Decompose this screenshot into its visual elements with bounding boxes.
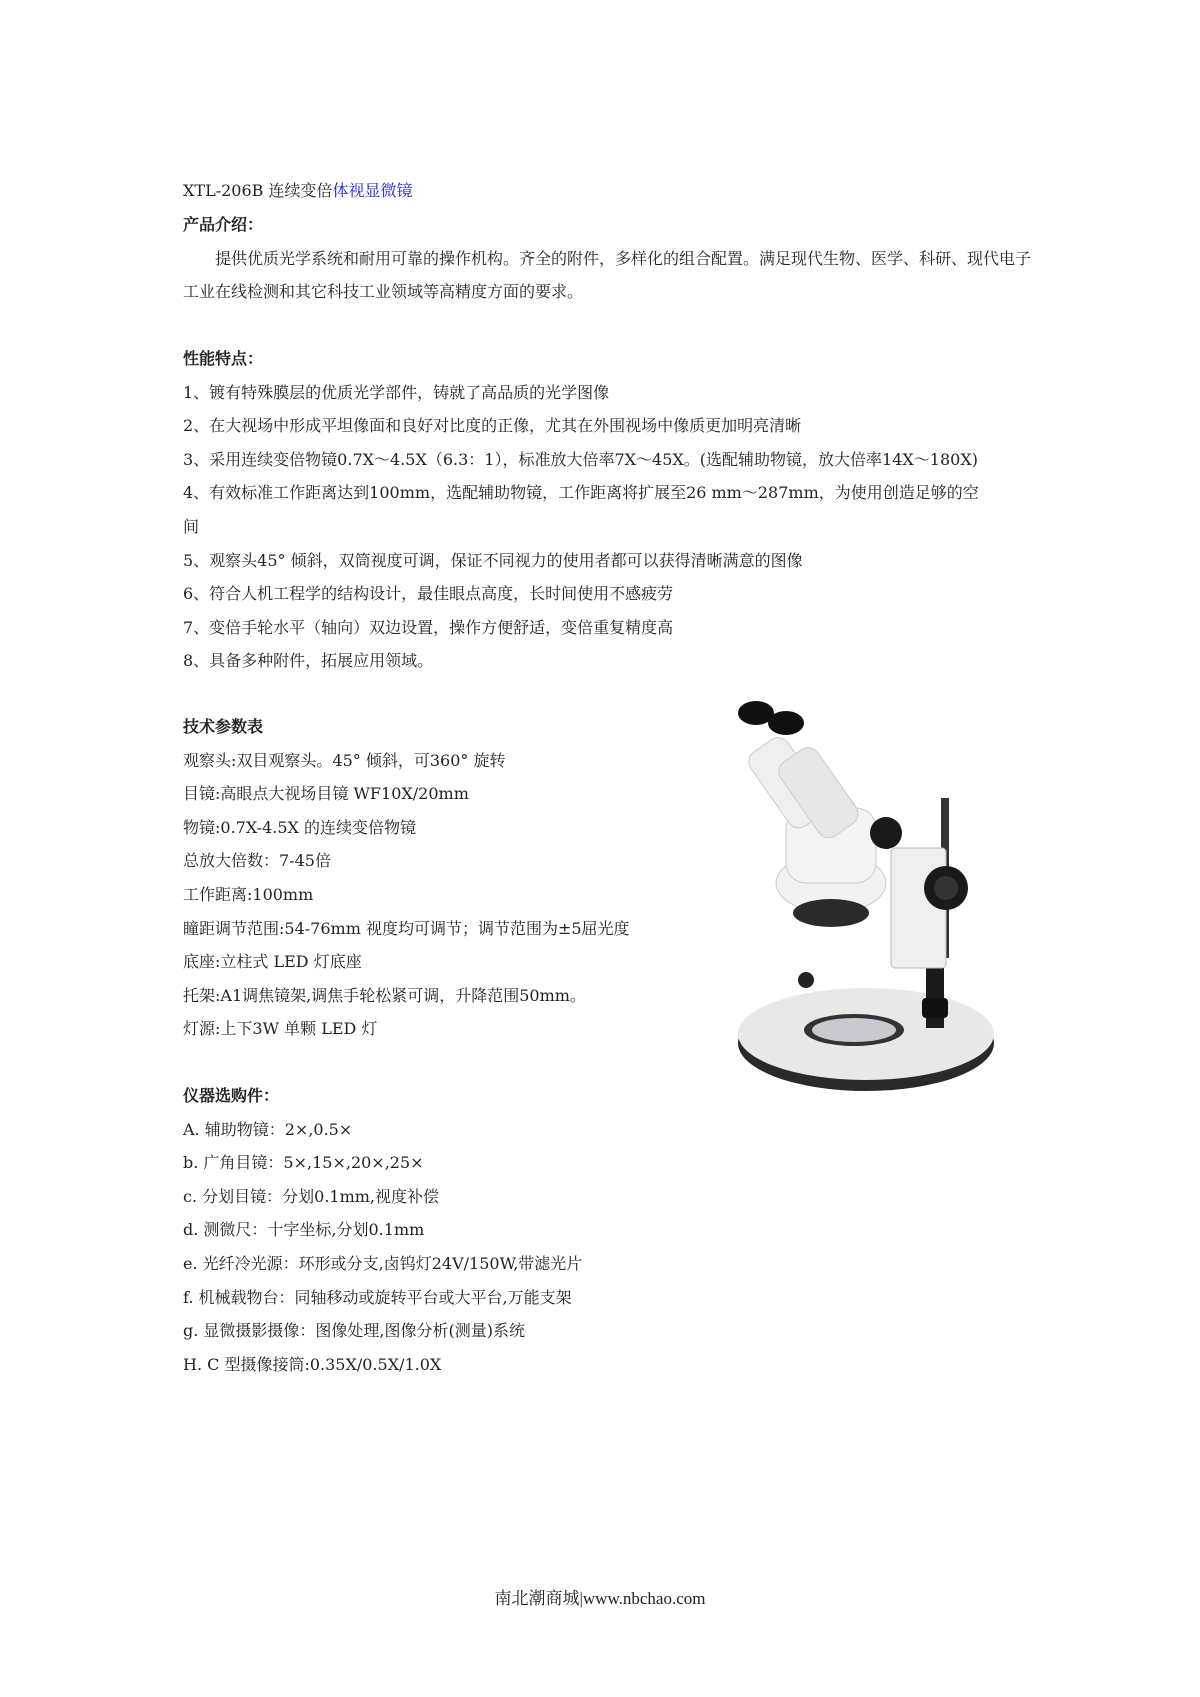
option-item: H. C 型摄像接筒:0.35X/0.5X/1.0X: [183, 1354, 442, 1374]
spec-item: 托架:A1调焦镜架,调焦手轮松紧可调，升降范围50mm。: [183, 985, 586, 1005]
spec-item: 物镜:0.7X-4.5X 的连续变倍物镜: [183, 817, 416, 837]
features-section: [183, 342, 1033, 678]
intro-section: [183, 208, 1033, 309]
option-item: A. 辅助物镜：2×,0.5×: [183, 1119, 353, 1139]
option-item: f. 机械载物台：同轴移动或旋转平台或大平台,万能支架: [183, 1287, 572, 1307]
specs-heading: 技术参数表: [183, 717, 264, 736]
list-item: 3、采用连续变倍物镜0.7X～4.5X（6.3：1），标准放大倍率7X～45X。(选配辅助物镜，放大倍率14X～180X): [183, 449, 978, 469]
list-item: 5、观察头45° 倾斜，双筒视度可调，保证不同视力的使用者都可以获得清晰满意的图像: [183, 550, 803, 570]
title-link[interactable]: 体视显微镜: [332, 181, 413, 200]
list-item: 2、在大视场中形成平坦像面和良好对比度的正像，尤其在外围视场中像质更加明亮清晰: [183, 416, 802, 436]
microscope-image: [736, 698, 998, 1100]
option-item: g. 显微摄影摄像：图像处理,图像分析(测量)系统: [183, 1321, 525, 1341]
options-heading: 仪器选购件：: [183, 1086, 280, 1105]
option-item: e. 光纤冷光源：环形或分支,卤钨灯24V/150W,带滤光片: [183, 1253, 583, 1273]
document-title: [183, 174, 1033, 208]
list-item: 间: [183, 516, 200, 536]
list-item: 1、镀有特殊膜层的优质光学部件，铸就了高品质的光学图像: [183, 382, 610, 402]
spec-item: 底座:立柱式 LED 灯底座: [183, 952, 362, 972]
list-item: 7、变倍手轮水平（轴向）双边设置，操作方便舒适，变倍重复精度高: [183, 617, 674, 637]
option-item: c. 分划目镜：分划0.1mm,视度补偿: [183, 1186, 440, 1206]
features-heading: 性能特点：: [183, 349, 264, 368]
footer-site[interactable]: 南北潮商城|www.nbchao.com: [494, 1589, 706, 1608]
option-item: b. 广角目镜：5×,15×,20×,25×: [183, 1153, 424, 1173]
spec-item: 工作距离:100mm: [183, 884, 314, 904]
spec-item: 灯源:上下3W 单颗 LED 灯: [183, 1019, 378, 1039]
spec-item: 总放大倍数：7-45倍: [183, 851, 331, 871]
spec-item: 观察头:双目观察头。45° 倾斜，可360° 旋转: [183, 750, 506, 770]
option-item: d. 测微尺：十字坐标,分划0.1mm: [183, 1220, 425, 1240]
intro-heading: 产品介绍：: [183, 215, 264, 234]
list-item: 4、有效标准工作距离达到100mm，选配辅助物镜，工作距离将扩展至26 mm～287mm，为使用创造足够的空: [183, 483, 979, 503]
intro-text: 提供优质光学系统和耐用可靠的操作机构。齐全的附件，多样化的组合配置。满足现代生物、医学、科研、现代电子工业在线检测和其它科技工业领域等高精度方面的要求。: [183, 248, 1032, 302]
list-item: 8、具备多种附件，拓展应用领域。: [183, 651, 434, 671]
title-prefix: XTL-206B 连续变倍: [183, 181, 333, 200]
list-item: 6、符合人机工程学的结构设计，最佳眼点高度，长时间使用不感疲劳: [183, 584, 674, 604]
spec-item: 瞳距调节范围:54-76mm 视度均可调节；调节范围为±5屈光度: [183, 918, 630, 938]
options-section: [183, 1079, 1033, 1381]
spec-item: 目镜:高眼点大视场目镜 WF10X/20mm: [183, 784, 469, 804]
